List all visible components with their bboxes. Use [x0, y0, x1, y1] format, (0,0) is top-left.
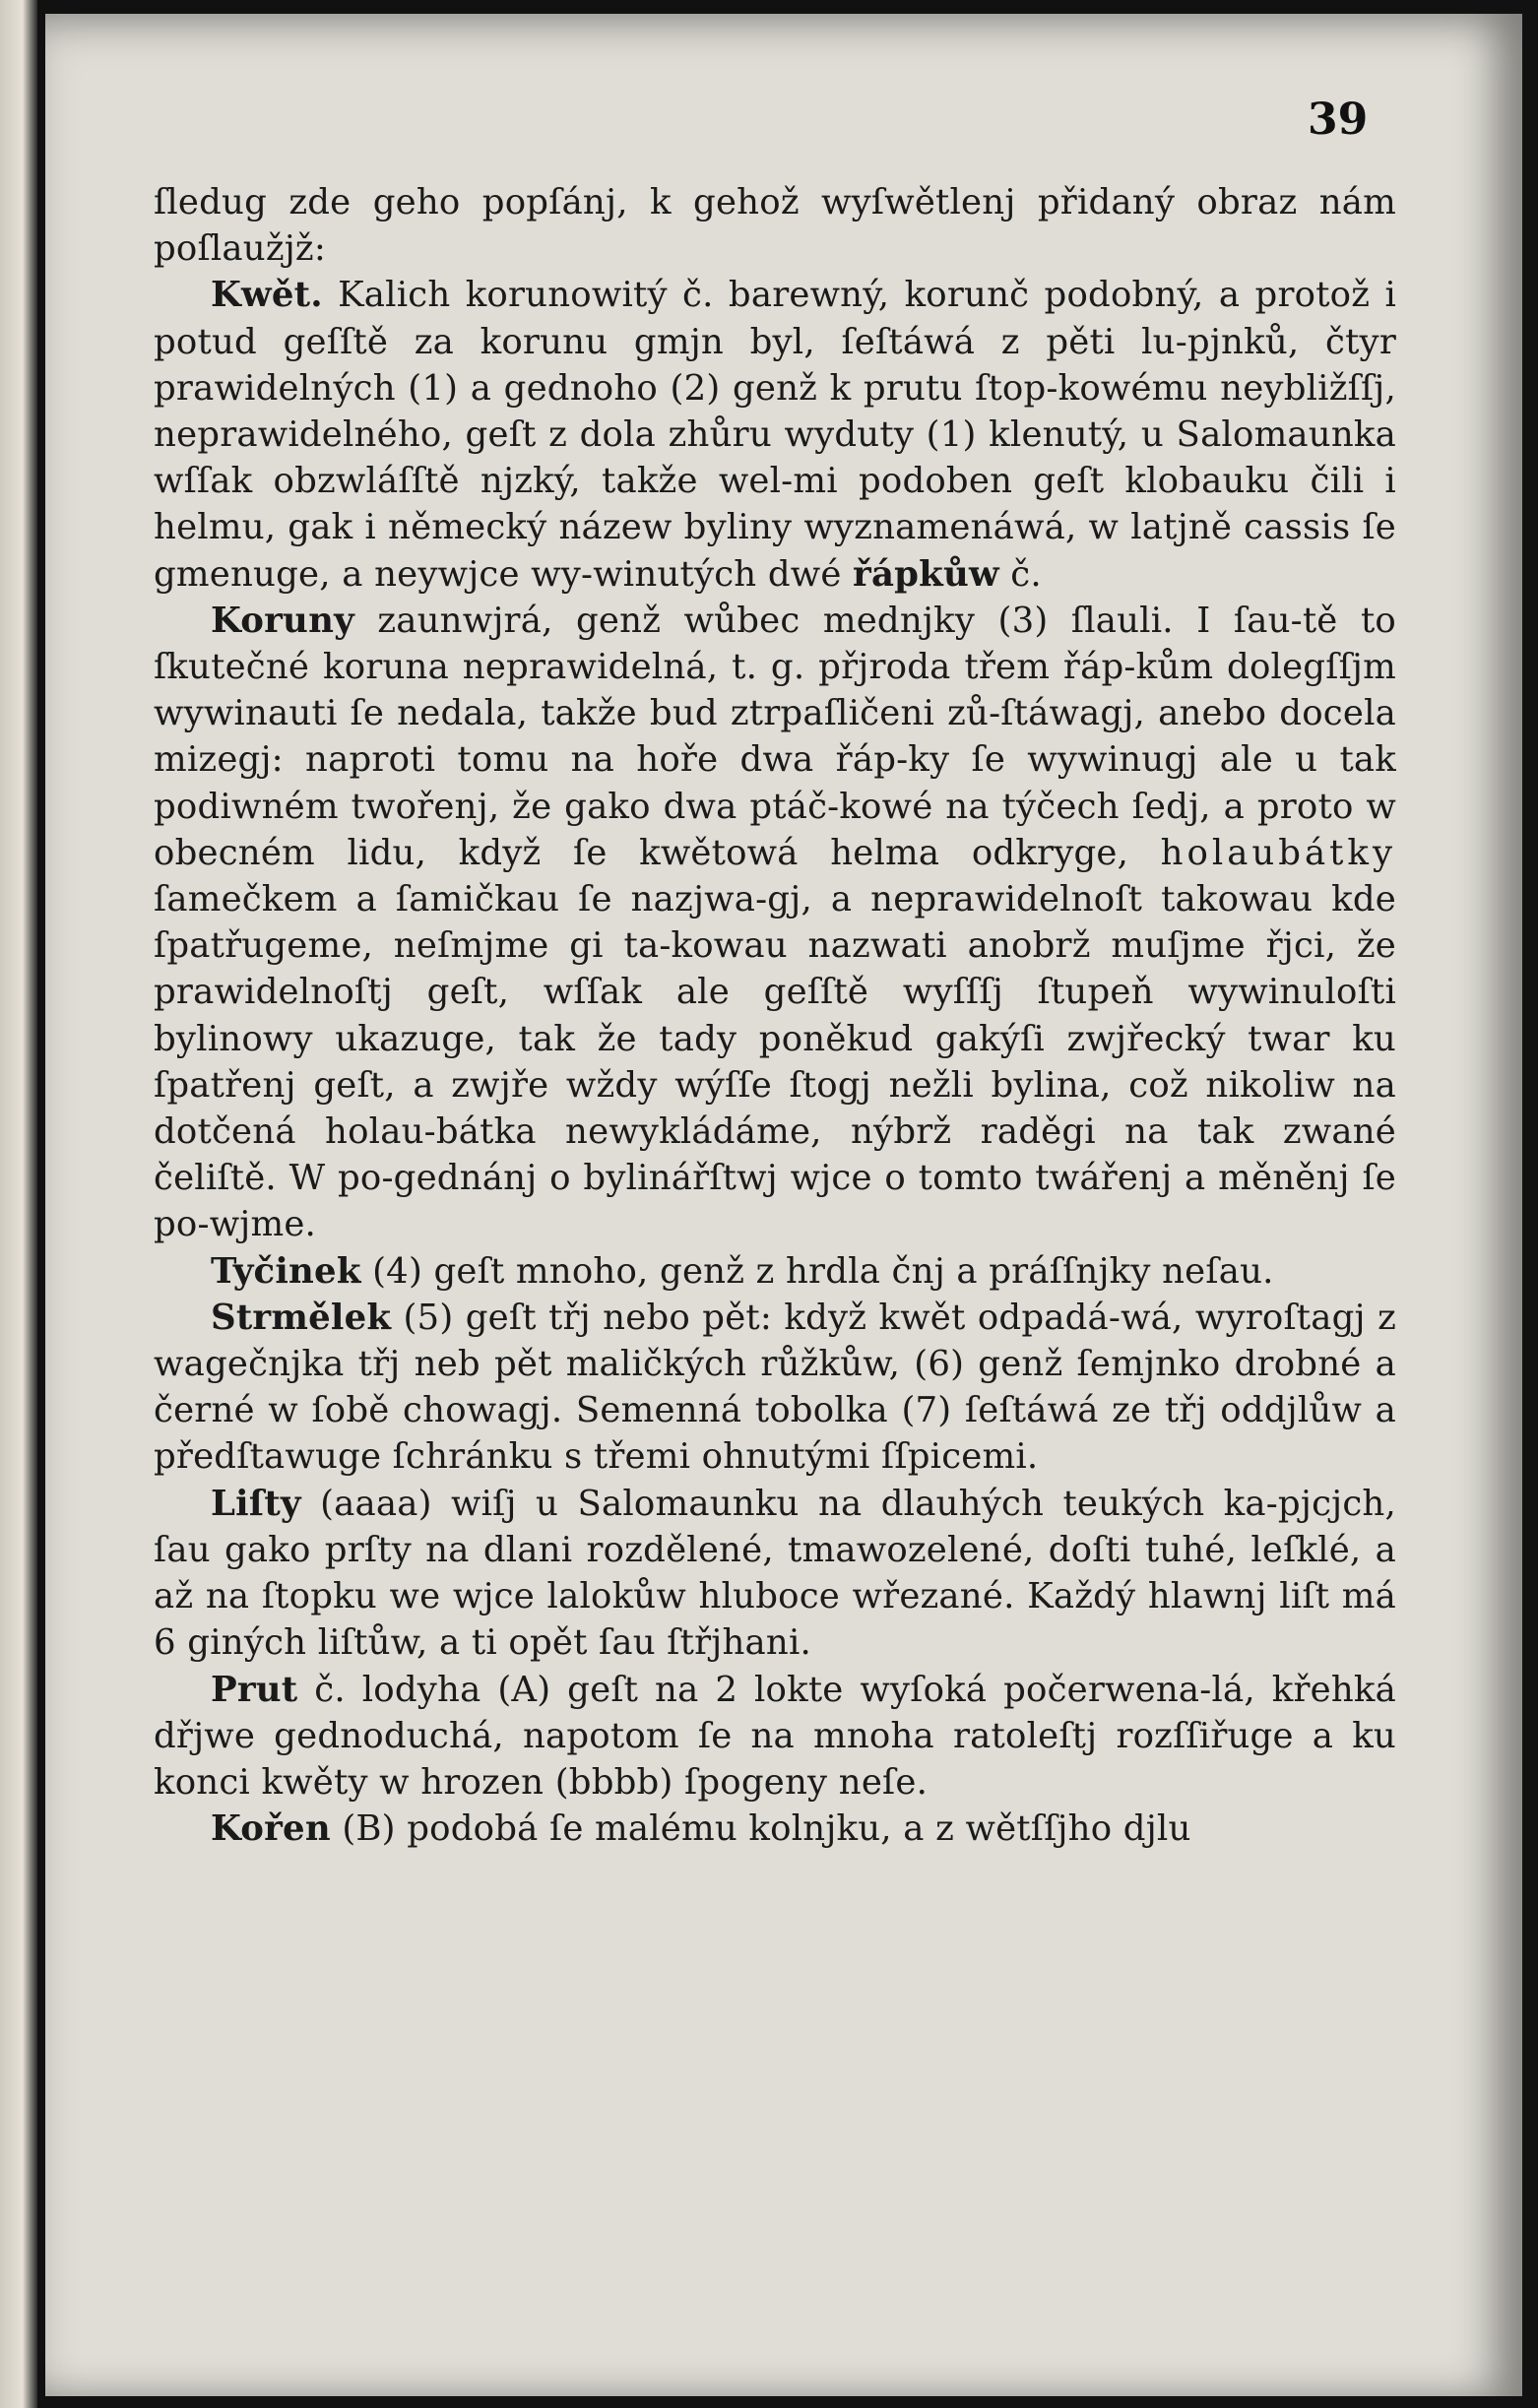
paragraph: [154, 1295, 1396, 1481]
text-run: Kalich korunowitý č. barewný, korunč podobný, a protož i potud geſſtě za korunu gmjn byl, ſeſtáwá z pěti lu-pjnků, čtyr prawidelných (1) a gednoho (2) genž k prutu ſtop-kowému neybližſſj, neprawidelného, geſt z dola zhůru wyduty (1) klenutý, u Salomaunka wſſak obzwláſſtě njzký, takže wel-mi podoben geſt klobauku čili i helmu, gak i německý názew byliny wyznamenáwá, w latjně cassis ſe gmenuge, a neywjce wy-winutých dwé: [154, 275, 1396, 595]
text-run: holaubátky: [1160, 832, 1396, 873]
paragraph: [154, 1481, 1396, 1667]
text-run: zaunwjrá, genž wůbec mednjky (3) ſlauli. I ſau-tě to ſkutečné koruna neprawidelná, t. g. přjroda třem řáp-kům dolegſſjm wywinauti ſe nedala, takže bud ztrpaſličeni zů-ſtáwagj, anebo docela mizegj: naproti tomu na hoře dwa řáp-ky ſe wywinugj ale u tak podiwném twořenj, že gako dwa ptáč-kowé na týčech ſedj, a proto w obecném lidu, když ſe kwětowá helma odkryge,: [154, 600, 1396, 873]
text-run: ſledug zde geho popſánj, k gehož wyſwětlenj přidaný obraz nám poſlaužjž:: [154, 182, 1396, 270]
text-run: č.: [998, 553, 1042, 595]
body-text: [154, 179, 1396, 1852]
previous-page-edge: [0, 0, 37, 2408]
text-run: ſamečkem a ſamičkau ſe nazjwa-gj, a neprawidelnoſt takowau kde ſpatřugeme, neſmjme gi ta-kowau nazwati anobrž muſjme řjci, že prawidelnoſtj geſt, wſſak ale geſſtě wyſſſj ſtupeň wywinuloſti bylinowy ukazuge, tak že tady poněkud gakýſi zwjřecký twar ku ſpatřenj geſt, a zwjře wždy wýſſe ſtogj nežli bylina, což nikoliw na dotčená holau-bátka newykládáme, nýbrž raděgi na tak zwané čeliſtě. W po-gednánj o bylinářſtwj wjce o tomto twářenj a měněnj ſe po-wjme.: [154, 879, 1396, 1245]
text-run: (aaaa) wiſj u Salomaunku na dlauhých teukých ka-pjcjch, ſau gako prſty na dlani rozdělené, tmawozelené, doſti tuhé, leſklé, a až na ſtopku we wjce lalokůw hluboce wřezané. Každý hlawnj liſt má 6 giných liſtůw, a ti opět ſau ſtřjhani.: [154, 1483, 1396, 1664]
paragraph: [154, 598, 1396, 1248]
bold-term: Kwět.: [211, 275, 323, 316]
text-run: (4) geſt mnoho, genž z hrdla čnj a práſſnjky neſau.: [360, 1250, 1274, 1292]
bold-term: Prut: [211, 1669, 298, 1710]
text-run: (B) podobá ſe malému kolnjku, a z wětſſjho djlu: [330, 1808, 1191, 1850]
bold-term: řápkůw: [853, 553, 999, 595]
book-page: [45, 14, 1522, 2396]
bold-term: Koruny: [211, 600, 354, 641]
paragraph: [154, 272, 1396, 597]
bold-term: Kořen: [211, 1808, 331, 1850]
bold-term: Liſty: [211, 1483, 301, 1524]
text-run: (5) geſt třj nebo pět: když kwět odpadá-wá, wyroſtagj z wagečnjka třj neb pět maličkých růžkůw, (6) genž ſemjnko drobné a černé w ſobě chowagj. Semenná tobolka (7) ſeſtáwá ze třj oddjlůw a předſtawuge ſchránku s třemi ohnutými ſſpicemi.: [154, 1297, 1396, 1478]
paragraph: [154, 1248, 1396, 1295]
text-run: č. lodyha (A) geſt na 2 lokte wyſoká počerwena-lá, křehká dřjwe gednoduchá, napotom ſe na mnoha ratoleſtj rozſſiřuge a ku konci kwěty w hrozen (bbbb) ſpogeny neſe.: [154, 1669, 1396, 1803]
bold-term: Strmělek: [211, 1297, 392, 1338]
bold-term: Tyčinek: [211, 1250, 361, 1292]
paragraph: [154, 1806, 1396, 1852]
paragraph: [154, 1667, 1396, 1806]
page-number: 39: [1308, 95, 1369, 145]
paragraph: [154, 179, 1396, 272]
